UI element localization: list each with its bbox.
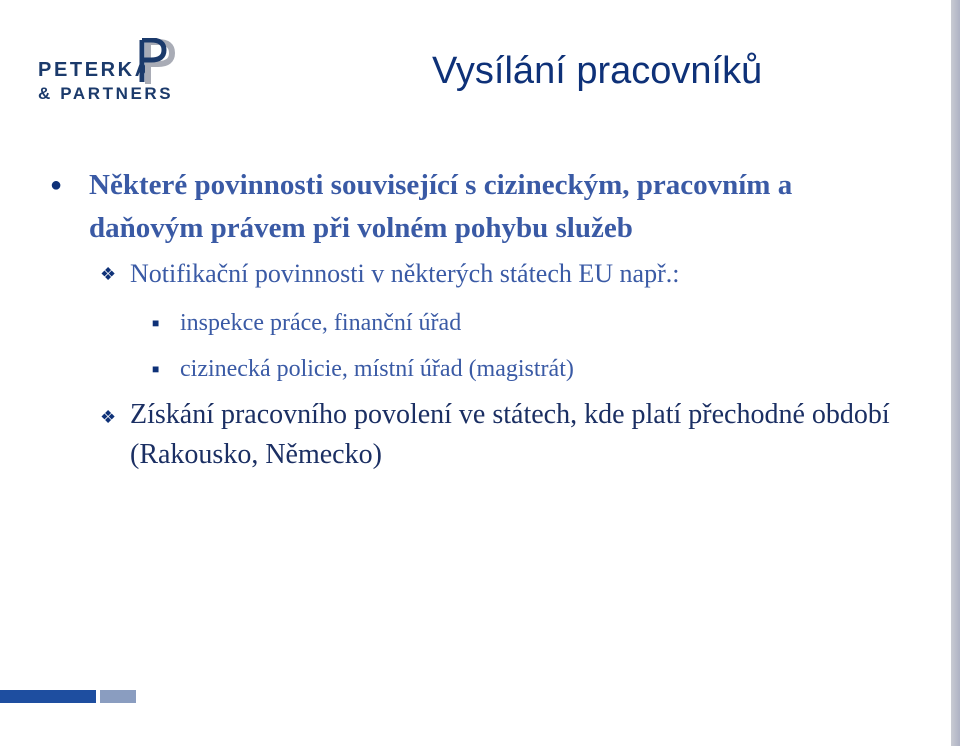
slide-title: Vysílání pracovníků xyxy=(432,50,763,92)
logo-name-top: PETERKA xyxy=(38,59,152,81)
bullet-list xyxy=(50,164,910,475)
bullet-notification-text: Notifikační povinnosti v některých státech EU např.: xyxy=(130,259,680,288)
footer-accent-bar-dark xyxy=(0,690,96,703)
round-bullet-icon: ● xyxy=(50,174,63,196)
sub-bullet-police-text: cizinecká policie, místní úřad (magistrát) xyxy=(180,356,574,382)
sub-bullet-inspection xyxy=(50,306,910,340)
square-bullet-icon: ■ xyxy=(152,316,160,330)
square-bullet-icon: ■ xyxy=(152,362,160,376)
bullet-work-permit xyxy=(50,395,910,475)
logo-pp-monogram-icon xyxy=(138,38,182,86)
bullet-main-text: Některé povinnosti související s cizineckým, pracovním a daňovým právem při volném pohybu služeb xyxy=(89,169,793,244)
bullet-work-permit-text: Získání pracovního povolení ve státech, kde platí přechodné období (Rakousko, Německo) xyxy=(130,399,890,470)
bullet-main xyxy=(50,164,910,250)
footer-accent-bar-light xyxy=(100,690,136,703)
logo-name-bottom: & PARTNERS xyxy=(38,84,174,103)
right-edge-stripe xyxy=(951,0,960,746)
diamond-bullet-icon: ❖ xyxy=(100,264,117,284)
sub-bullet-inspection-text: inspekce práce, finanční úřad xyxy=(180,310,462,336)
sub-bullet-police xyxy=(50,352,910,386)
company-logo xyxy=(38,38,278,104)
bullet-notification xyxy=(50,254,910,294)
diamond-bullet-icon: ❖ xyxy=(100,407,117,427)
